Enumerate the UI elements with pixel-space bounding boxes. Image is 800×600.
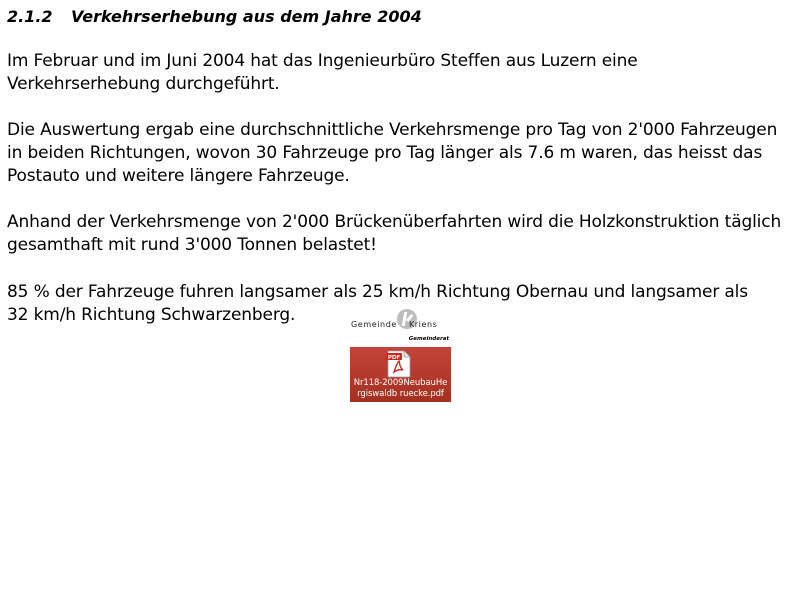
letterhead-council: Gemeinderat — [408, 336, 449, 342]
text-line: 85 % der Fahrzeuge fuhren langsamer als 25 km/h Richtung Obernau und langsamer als — [7, 282, 748, 302]
letterhead-left-text: Gemeinde — [351, 320, 397, 329]
paragraph-survey-intro — [7, 50, 797, 96]
letterhead-municipality — [351, 320, 437, 330]
text-line: Verkehrserhebung durchgeführt. — [7, 74, 280, 94]
section-heading — [7, 6, 422, 28]
text-line: Im Februar und im Juni 2004 hat das Ingenieurbüro Steffen aus Luzern eine — [7, 51, 638, 71]
pdf-file-name-line: Nr118-2009NeubauHe — [353, 378, 448, 388]
svg-text:PDF: PDF — [387, 355, 401, 361]
letterhead-right-text: Kriens — [408, 320, 438, 329]
pdf-file-name — [350, 378, 451, 400]
paragraph-bridge-load — [7, 211, 797, 257]
text-line: Anhand der Verkehrsmenge von 2'000 Brückenüberfahrten wird die Holzkonstruktion täglich — [7, 212, 782, 232]
text-line: Postauto und weitere längere Fahrzeuge. — [7, 166, 350, 186]
text-line: 32 km/h Richtung Schwarzenberg. — [7, 305, 296, 325]
text-line: Die Auswertung ergab eine durchschnittliche Verkehrsmenge pro Tag von 2'000 Fahrzeugen — [7, 120, 778, 140]
section-number: 2.1.2 — [7, 7, 53, 26]
paragraph-traffic-volume — [7, 119, 797, 188]
pdf-file-tile[interactable] — [350, 347, 451, 402]
letterhead-preview — [349, 308, 453, 348]
text-line: gesamthaft mit rund 3'000 Tonnen belastet! — [7, 235, 377, 255]
section-title: Verkehrserhebung aus dem Jahre 2004 — [71, 7, 422, 26]
pdf-attachment[interactable] — [349, 308, 453, 404]
text-line: in beiden Richtungen, wovon 30 Fahrzeuge pro Tag länger als 7.6 m waren, das heisst das — [7, 143, 763, 163]
pdf-file-icon — [386, 350, 412, 378]
pdf-file-name-line: rgiswaldb ruecke.pdf — [357, 389, 444, 399]
